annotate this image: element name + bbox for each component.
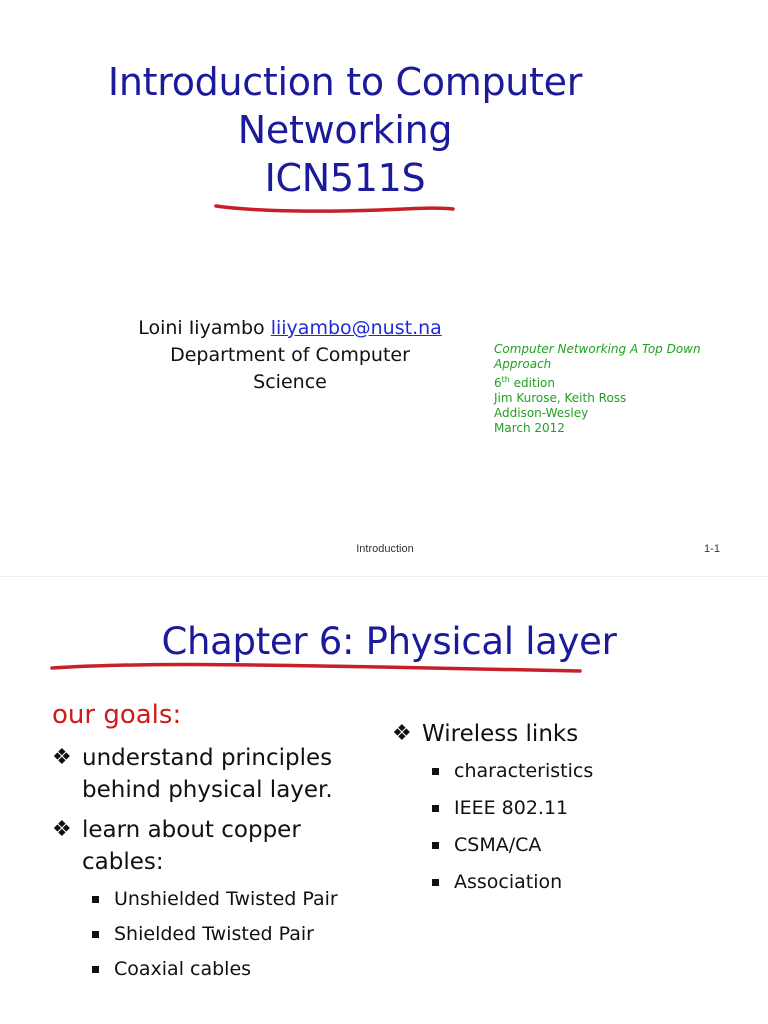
- goals-heading: our goals:: [52, 700, 182, 730]
- book-date: March 2012: [494, 421, 565, 435]
- sub-list-item: [392, 832, 732, 858]
- chapter-underline: [52, 664, 580, 671]
- sub-list-item: [52, 886, 352, 912]
- right-bullet-column: [392, 718, 732, 906]
- chapter-title: Chapter 6: Physical layer: [161, 620, 617, 663]
- book-edition: [494, 372, 724, 391]
- title-line-3: ICN511S: [264, 156, 426, 200]
- edition-number: 6: [494, 376, 502, 390]
- book-title-line-2: Approach: [494, 357, 552, 371]
- diamond-bullet-icon: ❖: [52, 817, 72, 842]
- edition-suffix: th: [501, 375, 510, 384]
- edition-word: edition: [509, 376, 555, 390]
- slide-page-number: 1-1: [704, 543, 720, 555]
- author-name: Loini Iiyambo: [138, 317, 265, 339]
- sub-list-item: [392, 758, 732, 784]
- sub-bullet-text: Association: [454, 871, 563, 893]
- sub-list-item: [392, 869, 732, 895]
- square-bullet-icon: [92, 931, 99, 938]
- list-item: [52, 814, 352, 878]
- diamond-bullet-icon: ❖: [392, 721, 412, 746]
- department-line-2: Science: [253, 371, 327, 393]
- title-line-1: Introduction to Computer: [107, 60, 583, 104]
- sub-bullet-text: Unshielded Twisted Pair: [114, 888, 338, 910]
- left-bullet-column: [52, 742, 352, 991]
- slide-footer-label: Introduction: [356, 543, 414, 555]
- sub-list-item: [52, 921, 352, 947]
- square-bullet-icon: [432, 805, 439, 812]
- bullet-text: Wireless links: [422, 721, 579, 747]
- book-title-line-1: Computer Networking A Top Down: [494, 342, 701, 356]
- sub-bullet-text: CSMA/CA: [454, 834, 542, 856]
- list-item: [52, 742, 352, 806]
- bullet-text: learn about copper cables:: [82, 817, 301, 875]
- sub-bullet-text: characteristics: [454, 760, 594, 782]
- square-bullet-icon: [92, 896, 99, 903]
- title-line-2: Networking: [237, 108, 453, 152]
- bullet-text: understand principles behind physical layer.: [82, 745, 333, 803]
- book-publisher: Addison-Wesley: [494, 406, 589, 420]
- sub-bullet-text: IEEE 802.11: [454, 797, 569, 819]
- department-line-1: Department of Computer: [170, 344, 410, 366]
- sub-bullet-text: Shielded Twisted Pair: [114, 923, 314, 945]
- diamond-bullet-icon: ❖: [52, 745, 72, 770]
- sub-list-item: [392, 795, 732, 821]
- square-bullet-icon: [432, 842, 439, 849]
- slide-title: [40, 58, 650, 202]
- book-authors: Jim Kurose, Keith Ross: [494, 391, 627, 405]
- list-item: [392, 718, 732, 750]
- square-bullet-icon: [92, 966, 99, 973]
- book-reference: [494, 342, 724, 436]
- slide-divider: [0, 576, 768, 577]
- author-block: [110, 315, 470, 396]
- author-email-link[interactable]: liiyambo@nust.na: [270, 317, 442, 339]
- sub-list-item: [52, 956, 352, 982]
- square-bullet-icon: [432, 768, 439, 775]
- square-bullet-icon: [432, 879, 439, 886]
- sub-bullet-text: Coaxial cables: [114, 958, 252, 980]
